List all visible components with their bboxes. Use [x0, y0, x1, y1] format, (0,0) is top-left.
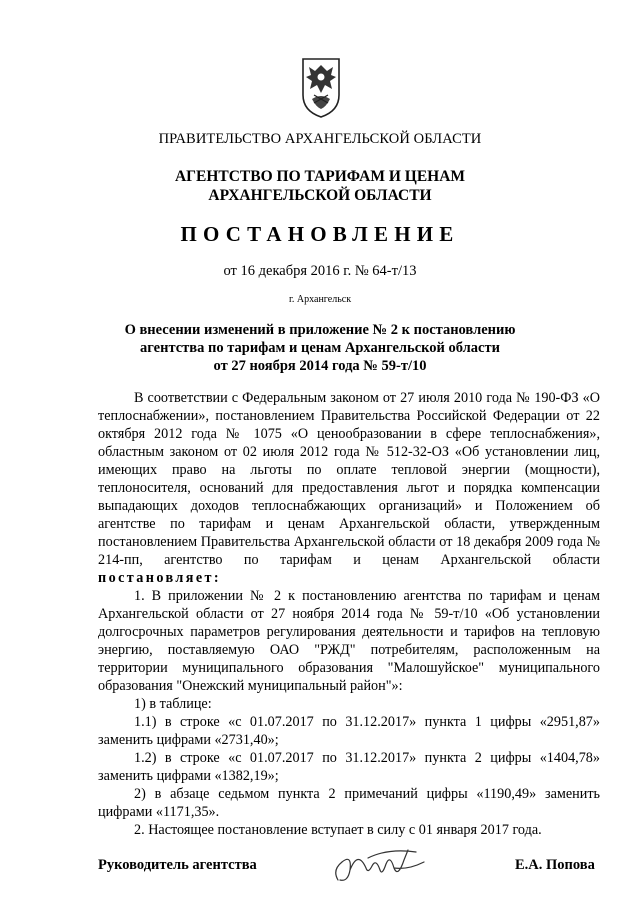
document-title-line2: агентства по тарифам и ценам Архангельской области — [140, 340, 500, 356]
resolves-word: постановляет: — [98, 570, 222, 586]
document-body — [98, 389, 600, 839]
document-date-number: от 16 декабря 2016 г. № 64-т/13 — [223, 263, 417, 279]
item-1-1-1: 1.1) в строке «с 01.07.2017 по 31.12.2017» пункта 1 цифры «2951,87» заменить цифрами «2731,40»; — [98, 714, 600, 748]
handwritten-signature — [328, 840, 438, 890]
government-name: ПРАВИТЕЛЬСТВО АРХАНГЕЛЬСКОЙ ОБЛАСТИ — [158, 131, 482, 147]
item-1-1-2: 1.2) в строке «с 01.07.2017 по 31.12.2017» пункта 2 цифры «1404,78» заменить цифрами «1382,19»; — [98, 750, 600, 784]
signatory-name: Е.А. Попова — [515, 857, 595, 873]
item-1-2: 2) в абзаце седьмом пункта 2 примечаний цифры «1190,49» заменить цифрами «1171,35». — [98, 786, 600, 820]
coat-of-arms-icon — [300, 55, 342, 119]
agency-name — [40, 167, 600, 205]
item-2: 2. Настоящее постановление вступает в силу с 01 января 2017 года. — [134, 822, 542, 838]
document-title-line1: О внесении изменений в приложение № 2 к постановлению — [124, 322, 516, 338]
document-title-line3: от 27 ноября 2014 года № 59-т/10 — [213, 358, 427, 374]
document-type: ПОСТАНОВЛЕНИЕ — [180, 222, 460, 246]
document-title — [40, 321, 600, 375]
preamble-text: В соответствии с Федеральным законом от 27 июля 2010 года № 190-ФЗ «О теплоснабжении», постановлением Правительства Российской Федерации от 22 октября 2012 года № 1075 «О ценообразовании в сфере теплоснабжения», областным законом от 02 июля 2012 года № 512-32-ОЗ «Об установлении лиц, имеющих право на льготы по оплате тепловой энергии (мощности), теплоносителя, оснований для предоставления льгот и порядка компенсации выпадающих доходов теплоснабжающих организаций» и Положением об агентстве по тарифам и ценам Архангельской области, утвержденным постановлением Правительства Архангельской области от 18 декабря 2009 года № 214-пп, агентство по тарифам и ценам Архангельской области — [98, 390, 600, 568]
document-city: г. Архангельск — [288, 294, 352, 305]
agency-name-line1: АГЕНТСТВО ПО ТАРИФАМ И ЦЕНАМ — [174, 168, 466, 185]
preamble-paragraph — [98, 389, 600, 587]
item-1-1: 1) в таблице: — [134, 696, 212, 712]
agency-name-line2: АРХАНГЕЛЬСКОЙ ОБЛАСТИ — [208, 187, 432, 204]
item-1: 1. В приложении № 2 к постановлению агентства по тарифам и ценам Архангельской области от 27 ноября 2014 года № 59-т/10 «Об установлении долгосрочных параметров регулирования деятельности и тарифов на тепловую энергию, поставляемую ОАО "РЖД" потребителям, расположенным на территории муниципального образования "Малошуйское" муниципального образования "Онежский муниципальный район"»: — [98, 588, 600, 694]
signatory-position: Руководитель агентства — [98, 857, 257, 873]
